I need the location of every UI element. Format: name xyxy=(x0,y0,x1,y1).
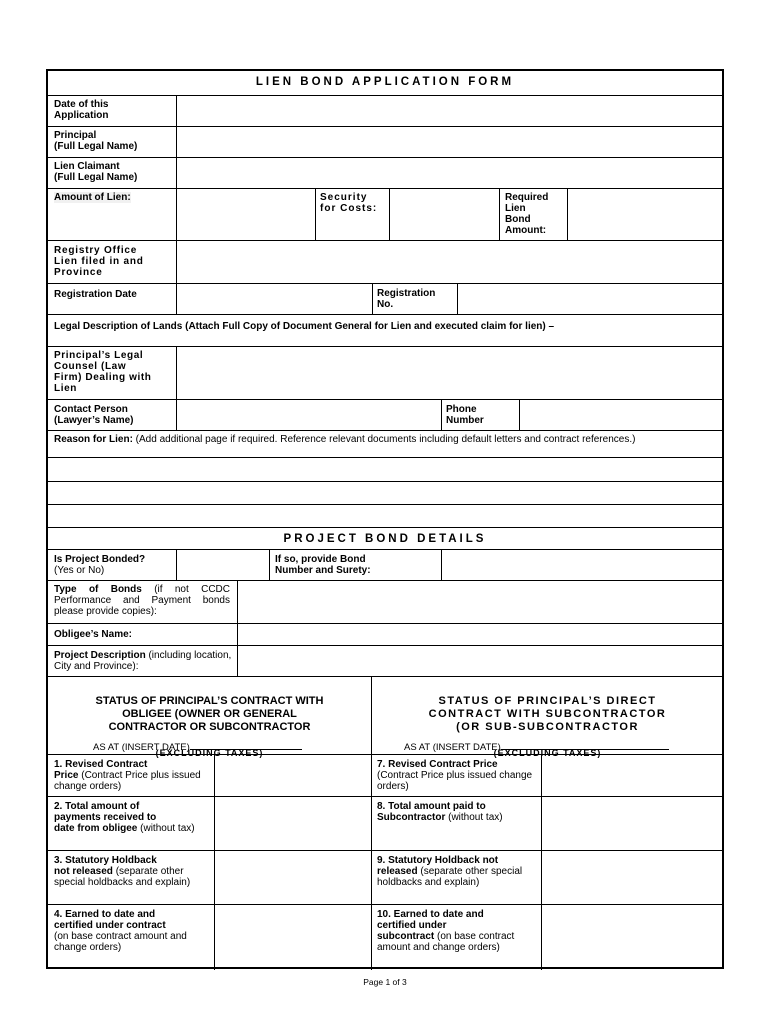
item-1 xyxy=(54,759,210,792)
item-4 xyxy=(54,909,204,953)
amount-of-lien-field[interactable] xyxy=(176,189,316,241)
type-of-bonds-hint: (if not CCDC Performance and Payment bonds please provide copies): xyxy=(54,584,231,617)
bond-number-cell xyxy=(269,550,442,581)
row-items-3 xyxy=(48,850,722,905)
item-10-cell xyxy=(371,905,542,970)
status-right-date-line[interactable] xyxy=(501,740,669,750)
status-left-as-at-label: AS AT (INSERT DATE) xyxy=(93,742,190,753)
item-7-cell xyxy=(371,755,542,797)
row-lien-claimant xyxy=(48,157,722,189)
project-bonded-label: Is Project Bonded? xyxy=(54,554,146,565)
project-description-hint: (including location, City and Province): xyxy=(54,650,232,672)
project-bonded-text xyxy=(54,554,145,576)
required-bond-cell xyxy=(499,189,568,241)
item-7 xyxy=(377,759,537,792)
status-right-heading: STATUS OF PRINCIPAL’S DIRECT CONTRACT WITH SUBCONTRACTOR (OR SUB-SUBCONTRACTOR xyxy=(428,695,667,733)
registration-date-label: Registration Date xyxy=(54,289,137,300)
project-bonded-field[interactable] xyxy=(176,550,270,581)
project-bonded-hint: (Yes or No) xyxy=(54,565,105,576)
row-principal xyxy=(48,126,722,158)
item-7-hint: (Contract Price plus issued change orders) xyxy=(377,770,533,792)
status-left-as-at[interactable] xyxy=(93,740,302,753)
date-application-label: Date of this Application xyxy=(54,99,109,121)
registration-date-field[interactable] xyxy=(176,284,373,315)
row-project-description xyxy=(48,645,722,677)
item-2-label: 2. Total amount of payments received to date from obligee xyxy=(54,801,157,834)
reason-for-lien-text xyxy=(54,434,718,445)
type-of-bonds-label: Type of Bonds xyxy=(54,584,142,595)
item-7-field[interactable] xyxy=(541,755,723,797)
contact-person-field[interactable] xyxy=(176,400,442,431)
reason-line-3[interactable] xyxy=(48,504,722,528)
item-9-cell xyxy=(371,851,542,905)
principal-counsel-label: Principal’s Legal Counsel (Law Firm) Dealing with Lien xyxy=(54,350,152,394)
status-left-heading: STATUS OF PRINCIPAL’S CONTRACT WITH OBLIGEE (OWNER OR GENERAL CONTRACTOR OR SUBCONTRACTOR xyxy=(95,695,324,733)
item-10-field[interactable] xyxy=(541,905,723,970)
bond-number-field[interactable] xyxy=(441,550,723,581)
project-description-text xyxy=(54,650,234,672)
project-description-label: Project Description xyxy=(54,650,146,661)
row-registration xyxy=(48,283,722,315)
row-registry-office xyxy=(48,240,722,284)
item-8 xyxy=(377,801,537,823)
item-9-hint: (separate other special holdbacks and explain) xyxy=(377,866,523,888)
registration-no-label: Registration No. xyxy=(377,288,436,310)
principal-label: Principal (Full Legal Name) xyxy=(54,130,138,152)
row-items-1 xyxy=(48,754,722,797)
item-8-cell xyxy=(371,797,542,851)
form-title: LIEN BOND APPLICATION FORM xyxy=(255,76,515,88)
principal-field[interactable] xyxy=(176,127,723,158)
item-7-label: 7. Revised Contract Price xyxy=(377,759,498,770)
item-3 xyxy=(54,855,204,888)
item-8-hint: (without tax) xyxy=(445,812,503,823)
project-bond-details-header xyxy=(48,527,722,550)
row-principal-counsel xyxy=(48,346,722,400)
type-of-bonds-field[interactable] xyxy=(237,581,723,624)
status-right-subheading: (EXCLUDING TAXES) xyxy=(493,748,602,758)
status-right-cell xyxy=(371,677,723,758)
item-4-hint: (on base contract amount and change orders) xyxy=(54,931,187,953)
row-items-2 xyxy=(48,796,722,851)
obligee-name-label: Obligee’s Name: xyxy=(54,629,132,640)
row-type-of-bonds xyxy=(48,580,722,624)
item-3-field[interactable] xyxy=(214,851,372,905)
reason-for-lien-label: Reason for Lien: xyxy=(54,434,133,445)
item-1-label: 1. Revised Contract Price xyxy=(54,759,148,781)
reason-line-2[interactable] xyxy=(48,481,722,505)
item-1-hint: (Contract Price plus issued change orders) xyxy=(54,770,201,792)
status-left-date-line[interactable] xyxy=(190,740,302,750)
date-application-field[interactable] xyxy=(176,96,723,127)
registration-no-field[interactable] xyxy=(457,284,723,315)
item-3-label: 3. Statutory Holdback not released xyxy=(54,855,157,877)
reason-line-1[interactable] xyxy=(48,457,722,482)
phone-number-label: Phone Number xyxy=(446,404,484,426)
item-10-hint: (on base contract amount and change orders) xyxy=(377,931,515,953)
item-9 xyxy=(377,855,537,888)
item-2-field[interactable] xyxy=(214,797,372,851)
row-contact-person xyxy=(48,399,722,431)
item-4-field[interactable] xyxy=(214,905,372,970)
status-left-subheading: (EXCLUDING TAXES) xyxy=(155,748,264,758)
registry-office-field[interactable] xyxy=(176,241,723,284)
item-8-label: 8. Total amount paid to Subcontractor xyxy=(377,801,486,823)
obligee-name-field[interactable] xyxy=(237,624,723,646)
registry-office-label: Registry Office Lien filed in and Province xyxy=(54,245,144,278)
page-number: Page 1 of 3 xyxy=(363,977,407,987)
phone-number-cell xyxy=(441,400,520,431)
row-legal-description[interactable] xyxy=(48,314,722,347)
item-8-field[interactable] xyxy=(541,797,723,851)
principal-counsel-field[interactable] xyxy=(176,347,723,400)
lien-claimant-field[interactable] xyxy=(176,158,723,189)
row-status-headings xyxy=(48,676,722,758)
amount-of-lien-label: Amount of Lien: xyxy=(54,192,131,203)
status-right-as-at-label: AS AT (INSERT DATE) xyxy=(404,742,501,753)
row-reason-for-lien[interactable] xyxy=(48,430,722,458)
project-bond-details-title: PROJECT BOND DETAILS xyxy=(283,533,487,545)
lien-bond-form xyxy=(46,69,724,969)
item-10-label: 10. Earned to date and certified under subcontract xyxy=(377,909,484,942)
phone-number-field[interactable] xyxy=(519,400,723,431)
item-2 xyxy=(54,801,210,834)
item-3-hint: (separate other special holdbacks and explain) xyxy=(54,866,191,888)
lien-claimant-label: Lien Claimant (Full Legal Name) xyxy=(54,161,138,183)
project-description-field[interactable] xyxy=(237,646,723,677)
item-1-field[interactable] xyxy=(214,755,372,797)
security-for-costs-cell xyxy=(315,189,390,241)
item-10 xyxy=(377,909,527,953)
row-date-application xyxy=(48,95,722,127)
status-right-as-at[interactable] xyxy=(404,740,669,753)
legal-description-label: Legal Description of Lands (Attach Full Copy of Document General for Lien and executed claim for lien) – xyxy=(54,321,555,332)
row-obligee-name xyxy=(48,623,722,646)
item-9-field[interactable] xyxy=(541,851,723,905)
reason-for-lien-hint: (Add additional page if required. Reference relevant documents including default letters and contract references.) xyxy=(132,434,636,445)
type-of-bonds-text xyxy=(54,584,230,617)
required-lien-bond-field[interactable] xyxy=(567,189,723,241)
item-4-label: 4. Earned to date and certified under contract xyxy=(54,909,166,931)
row-items-4 xyxy=(48,904,722,970)
row-project-bonded xyxy=(48,549,722,581)
bond-number-label: If so, provide Bond Number and Surety: xyxy=(275,554,371,576)
security-for-costs-label: Security for Costs: xyxy=(320,192,378,214)
item-2-hint: (without tax) xyxy=(137,823,195,834)
contact-person-label: Contact Person (Lawyer’s Name) xyxy=(54,404,134,426)
registration-no-cell xyxy=(372,284,458,315)
security-for-costs-field[interactable] xyxy=(389,189,500,241)
item-9-label: 9. Statutory Holdback not released xyxy=(377,855,499,877)
required-lien-bond-label: Required Lien Bond Amount: xyxy=(505,192,549,236)
row-amount-of-lien xyxy=(48,188,722,241)
